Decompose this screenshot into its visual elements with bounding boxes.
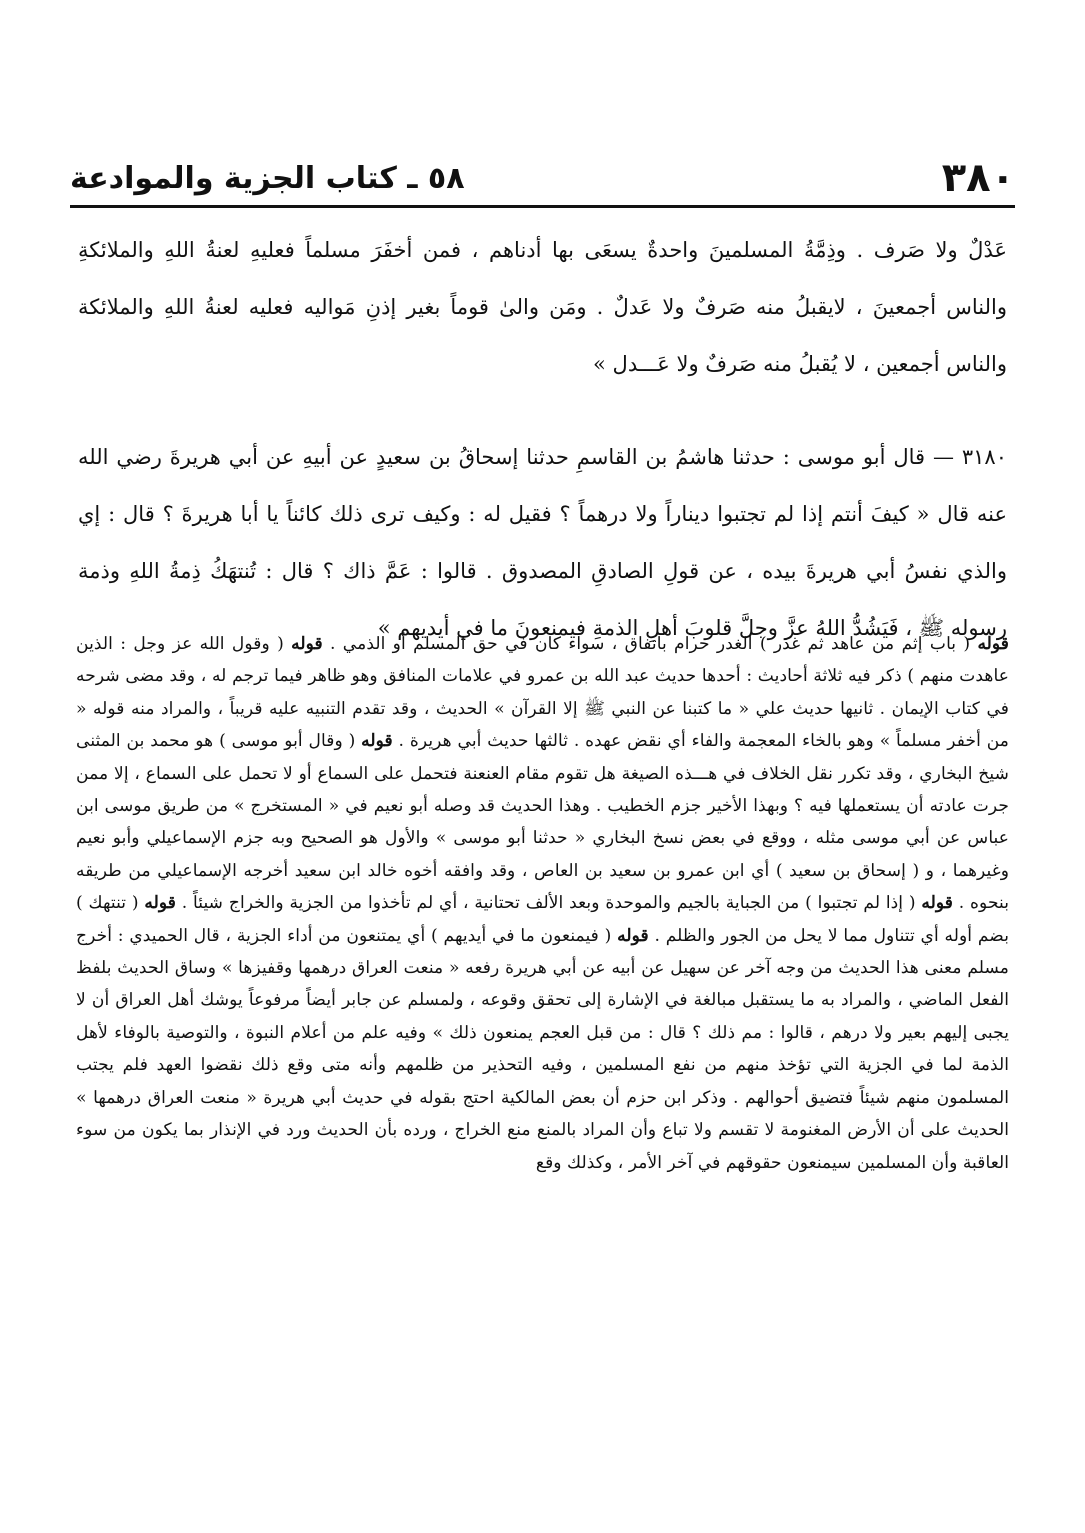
keyword-qawluhu: قوله [617,925,649,946]
commentary-segment: ( باب إثم من عاهد ثم غدر ) الغدر حرام باتفاق ، سواء كان في حق المسلم أو الذمي . [322,634,978,654]
keyword-qawluhu: قوله [921,893,953,914]
page-header [70,150,1015,206]
keyword-qawluhu: قوله [977,634,1009,654]
commentary-segment: ( تنتهك ) بضم أوله أي تتناول مما لا يحل من الجور والظلم . [76,893,1009,946]
commentary-segment: ( إذا لم تجتبوا ) من الجباية بالجيم والموحدة وبعد الألف تحتانية ، أي لم تأخذوا من الجزية والخراج شيئاً . [175,893,922,914]
commentary-paragraph [76,628,1009,1179]
commentary-segment: ( وقال أبو موسى ) هو محمد بن المثنى شيخ البخاري ، وقد تكرر نقل الخلاف في هـــذه الصيغة هل تقوم مقام العنعنة فتحمل على السماع أو لا تحمل على السماع ، إلا ممن جرت عادته أن يستعملها فيه ؟ وبهذا الأخير جزم الخطيب . وهذا الحديث قد وصله أبو نعيم في « المستخرج » من طريق موسى ابن عباس عن أبي موسى مثله ، ووقع في بعض نسخ البخاري « حدثنا أبو موسى » والأول هو الصحيح وبه جزم الإسماعيلي وأبو نعيم وغيرهما ، و ( إسحاق بن سعيد ) أي ابن عمرو بن سعيد بن العاص ، وقد وافقه أخوه خالد ابن سعيد أخرجه الإسماعيلي من طريقه بنحوه . [76,731,1010,914]
page-number: ٣٨٠ [941,155,1015,201]
keyword-qawluhu: قوله [291,634,323,654]
paragraph-gap [78,393,1007,429]
hadith-paragraph-2: ٣١٨٠ — قال أبو موسى : حدثنا هاشمُ بن القاسمِ حدثنا إسحاقُ بن سعيدٍ عن أبيهِ عن أبي هريرةَ رضي الله عنه قال « كيفَ أنتم إذا لم تجتبوا ديناراً ولا درهماً ؟ فقيل له : وكيف ترى ذلك كائناً يا أبا هريرةَ ؟ قال : إي والذي نفسُ أبي هريرةَ بيده ، عن قولِ الصادقِ المصدوق . قالوا : عَمَّ ذاك ؟ قال : تُنتهَكُ ذِمةُ اللهِ وذمة رسوله ﷺ ، فَيَشُدُّ اللهُ عزَّ وجلَّ قلوبَ أهلِ الذمةِ فيمنعونَ ما في أيديهم » [78,445,1007,640]
book-title: ٥٨ ـ كتاب الجزية والموادعة [70,160,465,196]
hadith-text [78,222,1007,657]
commentary-text [76,628,1009,1179]
commentary-segment: ( فيمنعون ما في أيديهم ) أي يمتنعون من أداء الجزية ، قال الحميدي : أخرج مسلم معنى هذا الحديث من وجه آخر عن سهيل عن أبيه عن أبي هريرة رفعه « منعت العراق درهمها وقفيزها » وساق الحديث بلفظ الفعل الماضي ، والمراد به ما يستقبل مبالغة في الإشارة إلى تحقق وقوعه ، ولمسلم عن جابر أيضاً مرفوعاً يوشك أهل العراق أن لا يجبى إليهم بعير ولا درهم ، قالوا : مم ذلك ؟ قال : من قبل العجم يمنعون ذلك » وفيه علم من أعلام النبوة ، والتوصية بالوفاء لأهل الذمة لما في الجزية التي تؤخذ منهم من نفع المسلمين ، وفيه التحذير من ظلمهم وأنه متى وقع ذلك نقضوا العهد فلم يجتب المسلمون منهم شيئاً فتضيق أحوالهم . وذكر ابن حزم أن بعض المالكية احتج بقوله في حديث أبي هريرة « منعت العراق درهمها » الحديث على أن الأرض المغنومة لا تقسم ولا تباع وأن المراد بالمنع منع الخراج ، ورده بأن الحديث ورد في الإنذار بما يكون من سوء العاقبة وأن المسلمين سيمنعون حقوقهم في آخر الأمر ، وكذلك وقع [76,925,1009,1173]
commentary-segment: ( وقول الله عز وجل : الذين عاهدت منهم ) ذكر فيه ثلاثة أحاديث : أحدها حديث عبد الله بن عمرو في علامات المنافق وهو ظاهر فيما ترجم له ، وقد مضى شرحه في كتاب الإيمان . ثانيها حديث علي « ما كتبنا عن النبي ﷺ إلا القرآن » الحديث ، وقد تقدم التنبيه عليه قريباً ، والمراد منه قوله « من أخفر مسلماً » وهو بالخاء المعجمة والفاء أي نقض عهده . ثالثها حديث أبي هريرة . [76,634,1009,752]
header-rule [70,205,1015,208]
hadith-paragraph-1: عَدْلٌ ولا صَرف . وذِمَّةُ المسلمينَ واحدةٌ يسعَى بها أدناهم ، فمن أخفَرَ مسلماً فعليهِ لعنةُ اللهِ والملائكةِ والناس أجمعينَ ، لايقبلُ منه صَرفٌ ولا عَدلٌ . ومَن والىٰ قوماً بغير إذنِ مَواليه فعليه لعنةُ اللهِ والملائكة والناس أجمعين ، لا يُقبلُ منه صَرفٌ ولا عَـــدل » [78,238,1007,376]
keyword-qawluhu: قوله [144,893,176,914]
keyword-qawluhu: قوله [361,731,393,752]
